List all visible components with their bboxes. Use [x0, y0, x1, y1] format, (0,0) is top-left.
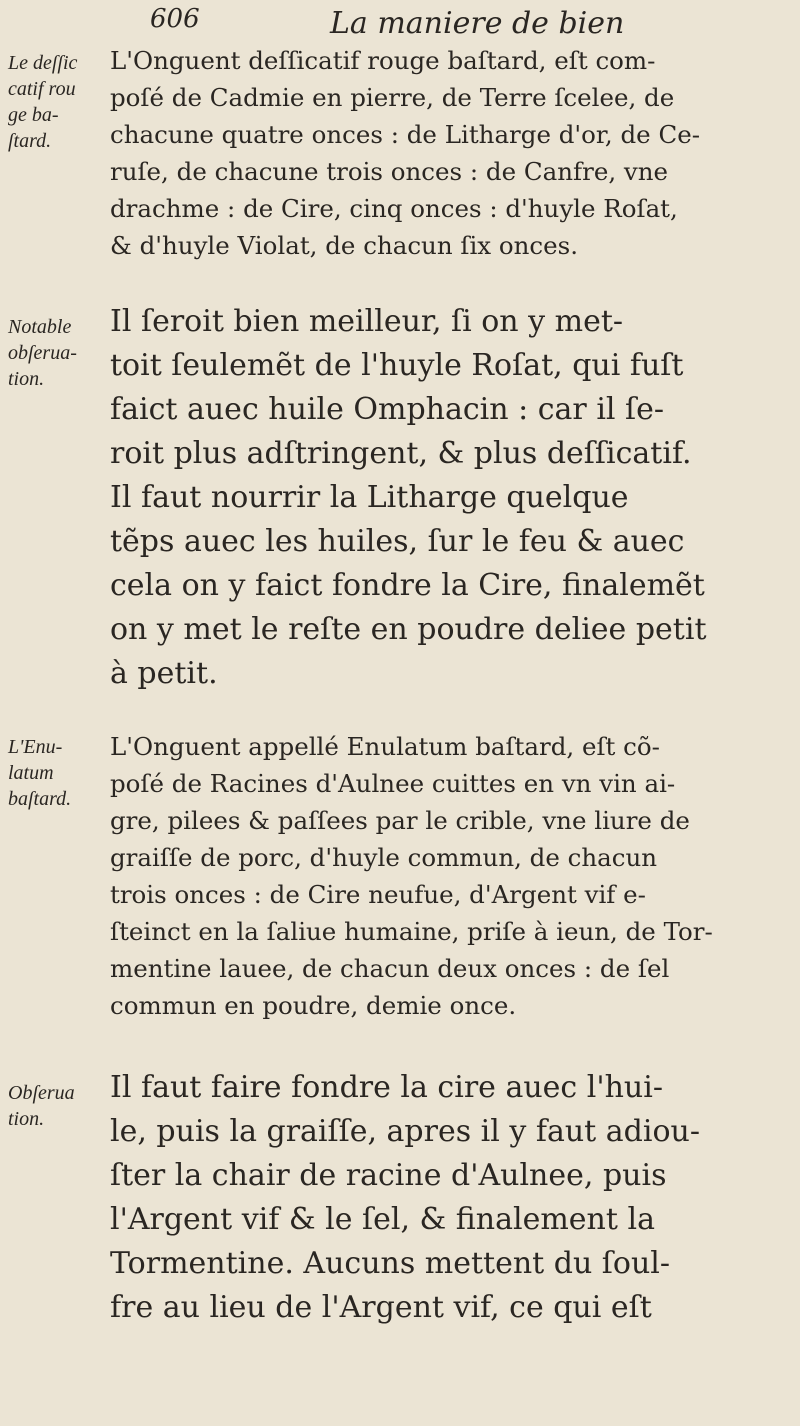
margin-note-line: tion.: [8, 368, 45, 390]
paragraph: [110, 42, 790, 264]
paragraph: [110, 728, 790, 1024]
margin-note-line: obſerua-: [8, 342, 77, 364]
paragraph: [110, 300, 790, 696]
text-line: ſter la chair de racine d'Aulnee, puis: [110, 1158, 667, 1193]
margin-note-line: Obſerua: [8, 1082, 75, 1104]
text-line: ruſe, de chacune trois onces : de Canfre, vne: [110, 157, 669, 186]
text-line: Il faut faire fondre la cire auec l'hui-: [110, 1070, 663, 1105]
text-line: mentine lauee, de chacun deux onces : de ſel: [110, 954, 670, 983]
text-line: poſé de Racines d'Aulnee cuittes en vn vin ai-: [110, 769, 676, 798]
text-line: Il ſeroit bien meilleur, ſi on y met-: [110, 304, 624, 339]
page-number: 606: [150, 4, 200, 34]
text-line: toit ſeulemẽt de l'huyle Roſat, qui fuſt: [110, 348, 684, 383]
text-line: graiſſe de porc, d'huyle commun, de chacun: [110, 843, 658, 872]
text-line: & d'huyle Violat, de chacun ſix onces.: [110, 231, 579, 260]
running-head: La maniere de bien: [330, 6, 625, 41]
text-line: gre, pilees & paſſees par le crible, vne liure de: [110, 806, 690, 835]
paragraph: [110, 1066, 790, 1330]
margin-note-line: latum: [8, 762, 54, 784]
text-line: Il faut nourrir la Litharge quelque: [110, 480, 629, 515]
text-line: L'Onguent deſſicatif rouge baſtard, eſt com-: [110, 46, 656, 75]
text-line: commun en poudre, demie once.: [110, 991, 517, 1020]
text-line: L'Onguent appellé Enulatum baſtard, eſt cõ-: [110, 732, 660, 761]
text-line: trois onces : de Cire neufue, d'Argent vif e-: [110, 880, 646, 909]
margin-note-line: Le deſſic: [8, 52, 78, 74]
text-line: à petit.: [110, 656, 218, 691]
margin-note-line: ſtard.: [8, 130, 52, 152]
text-line: ſteinct en la ſaliue humaine, priſe à ieun, de Tor-: [110, 917, 713, 946]
text-line: le, puis la graiſſe, apres il y faut adiou-: [110, 1114, 700, 1149]
margin-note-line: catif rou: [8, 78, 76, 100]
text-line: l'Argent vif & le ſel, & finalement la: [110, 1202, 655, 1237]
margin-note-line: ge ba-: [8, 104, 59, 126]
text-line: poſé de Cadmie en pierre, de Terre ſcelee, de: [110, 83, 675, 112]
text-line: on y met le reſte en poudre deliee petit: [110, 612, 707, 647]
text-line: Tormentine. Aucuns mettent du ſoul-: [110, 1246, 671, 1281]
margin-note-line: tion.: [8, 1108, 45, 1130]
text-line: faict auec huile Omphacin : car il ſe-: [110, 392, 665, 427]
text-line: roit plus adſtringent, & plus deſſicatif.: [110, 436, 692, 471]
margin-note-line: L'Enu-: [8, 736, 63, 758]
page-header: [0, 4, 800, 44]
text-line: cela on y faict fondre la Cire, finalemẽt: [110, 568, 705, 603]
margin-note-line: baſtard.: [8, 788, 72, 810]
text-line: fre au lieu de l'Argent vif, ce qui eſt: [110, 1290, 652, 1325]
text-line: chacune quatre onces : de Litharge d'or, de Ce-: [110, 120, 700, 149]
text-line: tẽps auec les huiles, ſur le feu & auec: [110, 524, 685, 559]
text-line: drachme : de Cire, cinq onces : d'huyle Roſat,: [110, 194, 678, 223]
margin-note-line: Notable: [8, 316, 72, 338]
